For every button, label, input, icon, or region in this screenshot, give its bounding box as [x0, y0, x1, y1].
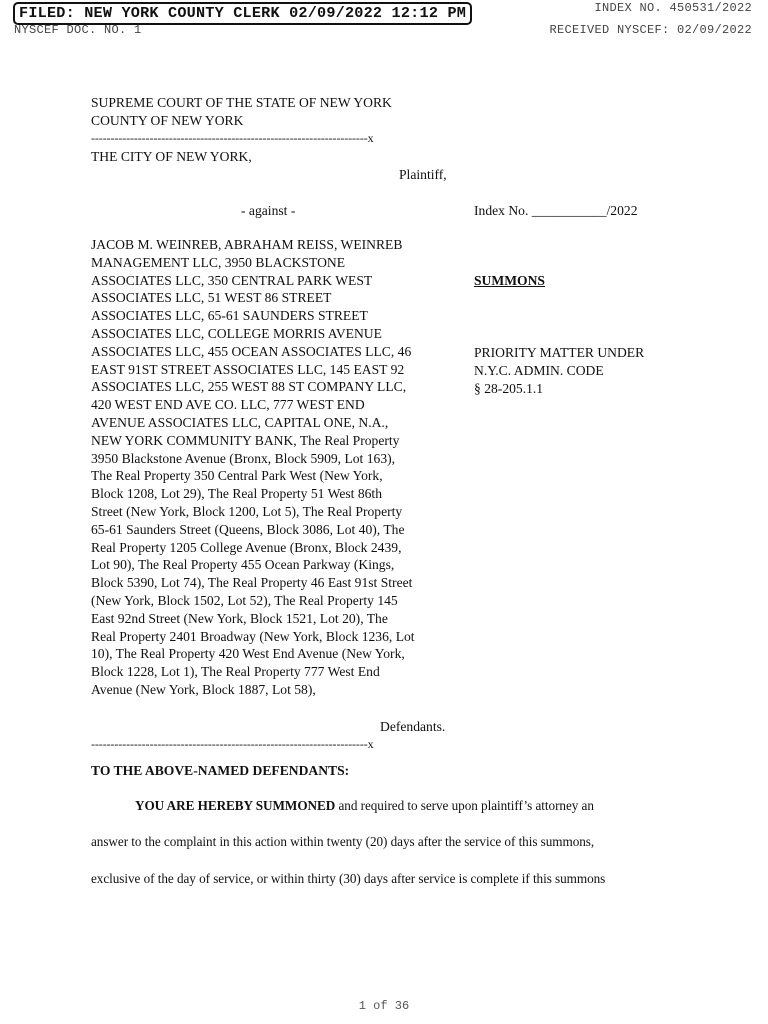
plaintiff-label: Plaintiff, [399, 167, 447, 182]
defendant-line: NEW YORK COMMUNITY BANK, The Real Property [91, 432, 400, 448]
defendant-line: MANAGEMENT LLC, 3950 BLACKSTONE [91, 254, 346, 270]
index-number-field: Index No. ___________/2022 [474, 203, 638, 218]
defendant-line: Block 1228, Lot 1), The Real Property 777 West End [91, 664, 380, 680]
defendant-line: 10), The Real Property 420 West End Avenue (New York, [91, 646, 405, 662]
page-number: 1 of 36 [358, 999, 410, 1013]
defendant-line: Avenue (New York, Block 1887, Lot 58), [91, 681, 316, 697]
defendant-line: ASSOCIATES LLC, COLLEGE MORRIS AVENUE [91, 325, 382, 341]
defendant-line: Real Property 1205 College Avenue (Bronx, Block 2439, [91, 539, 402, 555]
body-paragraph-line-1 [135, 797, 594, 815]
doc-number: NYSCEF DOC. NO. 1 [14, 23, 142, 37]
defendant-line: ASSOCIATES LLC, 455 OCEAN ASSOCIATES LLC, 46 [91, 343, 412, 359]
defendant-line: Street (New York, Block 1200, Lot 5), The Real Property [91, 503, 403, 519]
body-paragraph-line-2: answer to the complaint in this action within twenty (20) days after the service of this summons, [91, 834, 595, 849]
defendant-line: 420 WEST END AVE CO. LLC, 777 WEST END [91, 397, 365, 413]
court-name: SUPREME COURT OF THE STATE OF NEW YORK [91, 95, 392, 110]
caption-rule-top: -----------------------------------------------------------------------x [91, 131, 374, 145]
address-heading: TO THE ABOVE-NAMED DEFENDANTS: [91, 763, 350, 778]
defendant-line: ASSOCIATES LLC, 255 WEST 88 ST COMPANY LLC, [91, 379, 407, 395]
priority-line-3: § 28-205.1.1 [474, 381, 544, 396]
priority-line-1: PRIORITY MATTER UNDER [474, 345, 645, 360]
defendant-line: Lot 90), The Real Property 455 Ocean Parkway (Kings, [91, 557, 395, 573]
body-paragraph-line-3: exclusive of the day of service, or within thirty (30) days after service is complete if this summons [91, 871, 606, 886]
defendants-list [91, 236, 456, 699]
defendant-line: Block 1208, Lot 29), The Real Property 51 West 86th [91, 486, 383, 502]
priority-line-2: N.Y.C. ADMIN. CODE [474, 363, 604, 378]
summoned-phrase: YOU ARE HEREBY SUMMONED [135, 798, 336, 813]
defendant-line: EAST 91ST STREET ASSOCIATES LLC, 145 EAST 92 [91, 361, 405, 377]
defendants-label: Defendants. [380, 719, 446, 734]
filed-stamp: FILED: NEW YORK COUNTY CLERK 02/09/2022 12:12 PM [13, 2, 472, 25]
defendant-line: JACOB M. WEINREB, ABRAHAM REISS, WEINREB [91, 237, 403, 252]
summons-title: SUMMONS [474, 273, 545, 288]
county-name: COUNTY OF NEW YORK [91, 113, 244, 128]
defendant-line: The Real Property 350 Central Park West (New York, [91, 468, 383, 484]
defendant-line: ASSOCIATES LLC, 350 CENTRAL PARK WEST [91, 272, 373, 288]
defendant-line: 3950 Blackstone Avenue (Bronx, Block 5909, Lot 163), [91, 450, 396, 466]
defendant-line: ASSOCIATES LLC, 65-61 SAUNDERS STREET [91, 308, 368, 324]
defendant-line: 65-61 Saunders Street (Queens, Block 3086, Lot 40), The [91, 521, 405, 537]
defendant-line: AVENUE ASSOCIATES LLC, CAPITAL ONE, N.A., [91, 414, 389, 430]
defendant-line: East 92nd Street (New York, Block 1521, Lot 20), The [91, 610, 388, 626]
defendant-line: Block 5390, Lot 74), The Real Property 46 East 91st Street [91, 575, 413, 591]
defendant-line: Real Property 2401 Broadway (New York, Block 1236, Lot [91, 628, 415, 644]
caption-rule-bottom: -----------------------------------------------------------------------x [91, 737, 374, 751]
against-label: - against - [241, 203, 296, 218]
defendant-line: ASSOCIATES LLC, 51 WEST 86 STREET [91, 290, 332, 306]
line-1-text: and required to serve upon plaintiff’s attorney an [335, 798, 594, 813]
received-date: RECEIVED NYSCEF: 02/09/2022 [549, 23, 752, 37]
index-number: INDEX NO. 450531/2022 [594, 1, 752, 15]
plaintiff-name: THE CITY OF NEW YORK, [91, 149, 252, 164]
defendant-line: (New York, Block 1502, Lot 52), The Real Property 145 [91, 592, 398, 608]
